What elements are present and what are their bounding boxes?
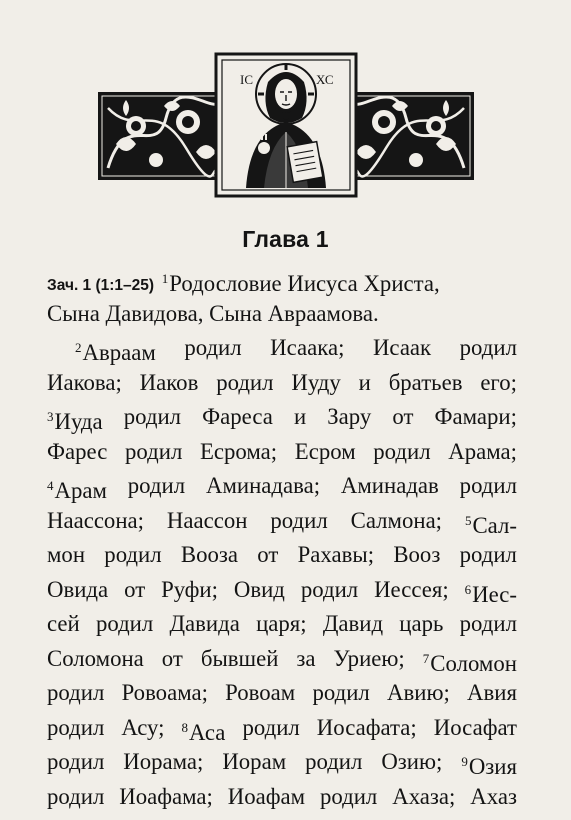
verse-number: 8: [181, 719, 189, 735]
verse-number: 5: [464, 512, 472, 528]
word: Авия: [467, 680, 517, 705]
word: Иорам: [222, 749, 287, 774]
text-line: [47, 711, 517, 746]
word: царя;: [256, 611, 307, 636]
word: Иорама;: [123, 749, 204, 774]
word: $^4$Арам: [47, 478, 107, 503]
icon-letters-left: ІС: [240, 72, 253, 87]
word: $^3$Иуда: [47, 409, 103, 434]
word: $^2$Авраам: [75, 340, 156, 365]
word: родил: [459, 611, 517, 636]
word: Иаков: [139, 369, 199, 395]
word: родил: [47, 680, 105, 705]
scripture-text: [47, 262, 517, 814]
word: его;: [480, 369, 517, 395]
word: родил: [127, 473, 186, 498]
word: родил: [47, 714, 105, 740]
word: от: [161, 645, 183, 671]
word: родил: [319, 783, 378, 809]
word: родил: [216, 369, 274, 395]
word: родил: [459, 335, 517, 360]
word: Иуду: [291, 369, 341, 395]
word: братьев: [388, 369, 463, 395]
word: Есром: [294, 438, 356, 464]
word: Аминадава;: [205, 473, 321, 498]
word: сей: [47, 611, 80, 636]
word: родил: [104, 542, 162, 567]
text-line: [47, 435, 517, 470]
verse-number: 4: [47, 478, 54, 493]
word: $^6$Иес-: [464, 581, 517, 607]
verse-number: 2: [75, 340, 82, 355]
word: Руфи;: [161, 576, 218, 602]
word: Авию;: [387, 680, 450, 705]
text-line: [47, 607, 517, 642]
text-line: [47, 366, 517, 401]
word: родил: [312, 680, 370, 705]
verse-text: Родословие Иисуса Христа,: [169, 271, 440, 296]
word: родил: [47, 783, 105, 809]
word: от: [257, 542, 279, 567]
word: родил: [125, 438, 183, 464]
word: родил: [459, 473, 517, 498]
bleed-through-header: [20, 0, 551, 12]
word: родил: [47, 749, 105, 774]
verse-number: 3: [47, 409, 54, 424]
word: бывшей: [200, 645, 279, 671]
word: Иакова;: [47, 369, 122, 395]
icon-letters-right: ХС: [316, 72, 334, 87]
word: от: [392, 404, 414, 429]
text-line: [47, 331, 517, 366]
word: Вооз: [393, 542, 441, 567]
verse-number: 6: [464, 581, 472, 597]
word: родил: [305, 749, 363, 774]
word: Исаак: [372, 335, 432, 360]
verse-text: Сына Давидова, Сына Авраамова.: [47, 300, 379, 326]
word: Рахавы;: [297, 542, 375, 567]
text-line: [47, 297, 517, 332]
word: Фамари;: [434, 404, 517, 429]
text-line: [47, 573, 517, 608]
verse-number: 1: [161, 271, 169, 286]
word: Наассон: [166, 507, 248, 533]
word: родил: [242, 714, 300, 740]
word: Аминадав: [340, 473, 439, 498]
text-line: [47, 745, 517, 780]
word: Есрома;: [199, 438, 278, 464]
text-line: [47, 780, 517, 815]
verse-number: 9: [461, 754, 468, 769]
text-line: [47, 504, 517, 539]
word: родил: [373, 438, 431, 464]
word: Наассона;: [47, 507, 144, 533]
word: и: [293, 404, 307, 429]
word: и: [358, 369, 371, 395]
word: от: [124, 576, 146, 602]
reading-marker: Зач. 1 (1:1–25): [47, 277, 155, 294]
text-line: [47, 400, 517, 435]
word: Иосафат: [433, 714, 517, 740]
right-floral-panel: [346, 92, 474, 180]
word: царь: [399, 611, 444, 636]
word: Фарес: [47, 438, 108, 464]
word: Асу;: [121, 714, 165, 740]
word: родил: [95, 611, 154, 636]
word: Озию;: [381, 749, 443, 774]
word: родил: [300, 576, 359, 602]
word: Ровоам: [225, 680, 296, 705]
word: Давид: [322, 611, 384, 636]
christ-icon: [216, 54, 356, 196]
ornament-headpiece: [96, 48, 476, 198]
word: родил: [459, 542, 517, 567]
word: Ахаз: [470, 783, 517, 809]
word: Арама;: [448, 438, 517, 464]
word: Салмона;: [350, 507, 443, 533]
word: Иосафата;: [316, 714, 417, 740]
word: Ахаза;: [392, 783, 456, 809]
word: $^9$Озия: [461, 754, 517, 779]
text-line: [47, 538, 517, 573]
verse-number: 7: [422, 650, 430, 666]
word: Иессея;: [374, 576, 449, 602]
word: Исаака;: [270, 335, 345, 360]
word: $^8$Аса: [181, 719, 226, 745]
word: Вооза: [180, 542, 239, 567]
word: мон: [47, 542, 86, 567]
text-line: [47, 469, 517, 504]
text-line: [47, 676, 517, 711]
chapter-title: Глава 1: [242, 226, 329, 252]
word: Овида: [47, 576, 109, 602]
word: Ровоама;: [121, 680, 208, 705]
word: Уриею;: [333, 645, 405, 671]
word: за: [296, 645, 316, 671]
word: Фареса: [202, 404, 273, 429]
word: Иоафама;: [119, 783, 213, 809]
word: $^7$Соломон: [422, 650, 517, 676]
word: родил: [270, 507, 328, 533]
text-line: [47, 262, 517, 297]
word: Овид: [233, 576, 285, 602]
word: родил: [123, 404, 182, 429]
word: Зару: [327, 404, 372, 429]
word: $^5$Сал-: [464, 512, 517, 538]
left-floral-panel: [98, 92, 226, 180]
verse-lines: [47, 331, 517, 814]
word: Давида: [169, 611, 240, 636]
word: родил: [184, 335, 242, 360]
word: Соломона: [47, 645, 144, 671]
text-line: [47, 642, 517, 677]
word: Иоафам: [227, 783, 306, 809]
verse-1-start: [47, 262, 440, 297]
